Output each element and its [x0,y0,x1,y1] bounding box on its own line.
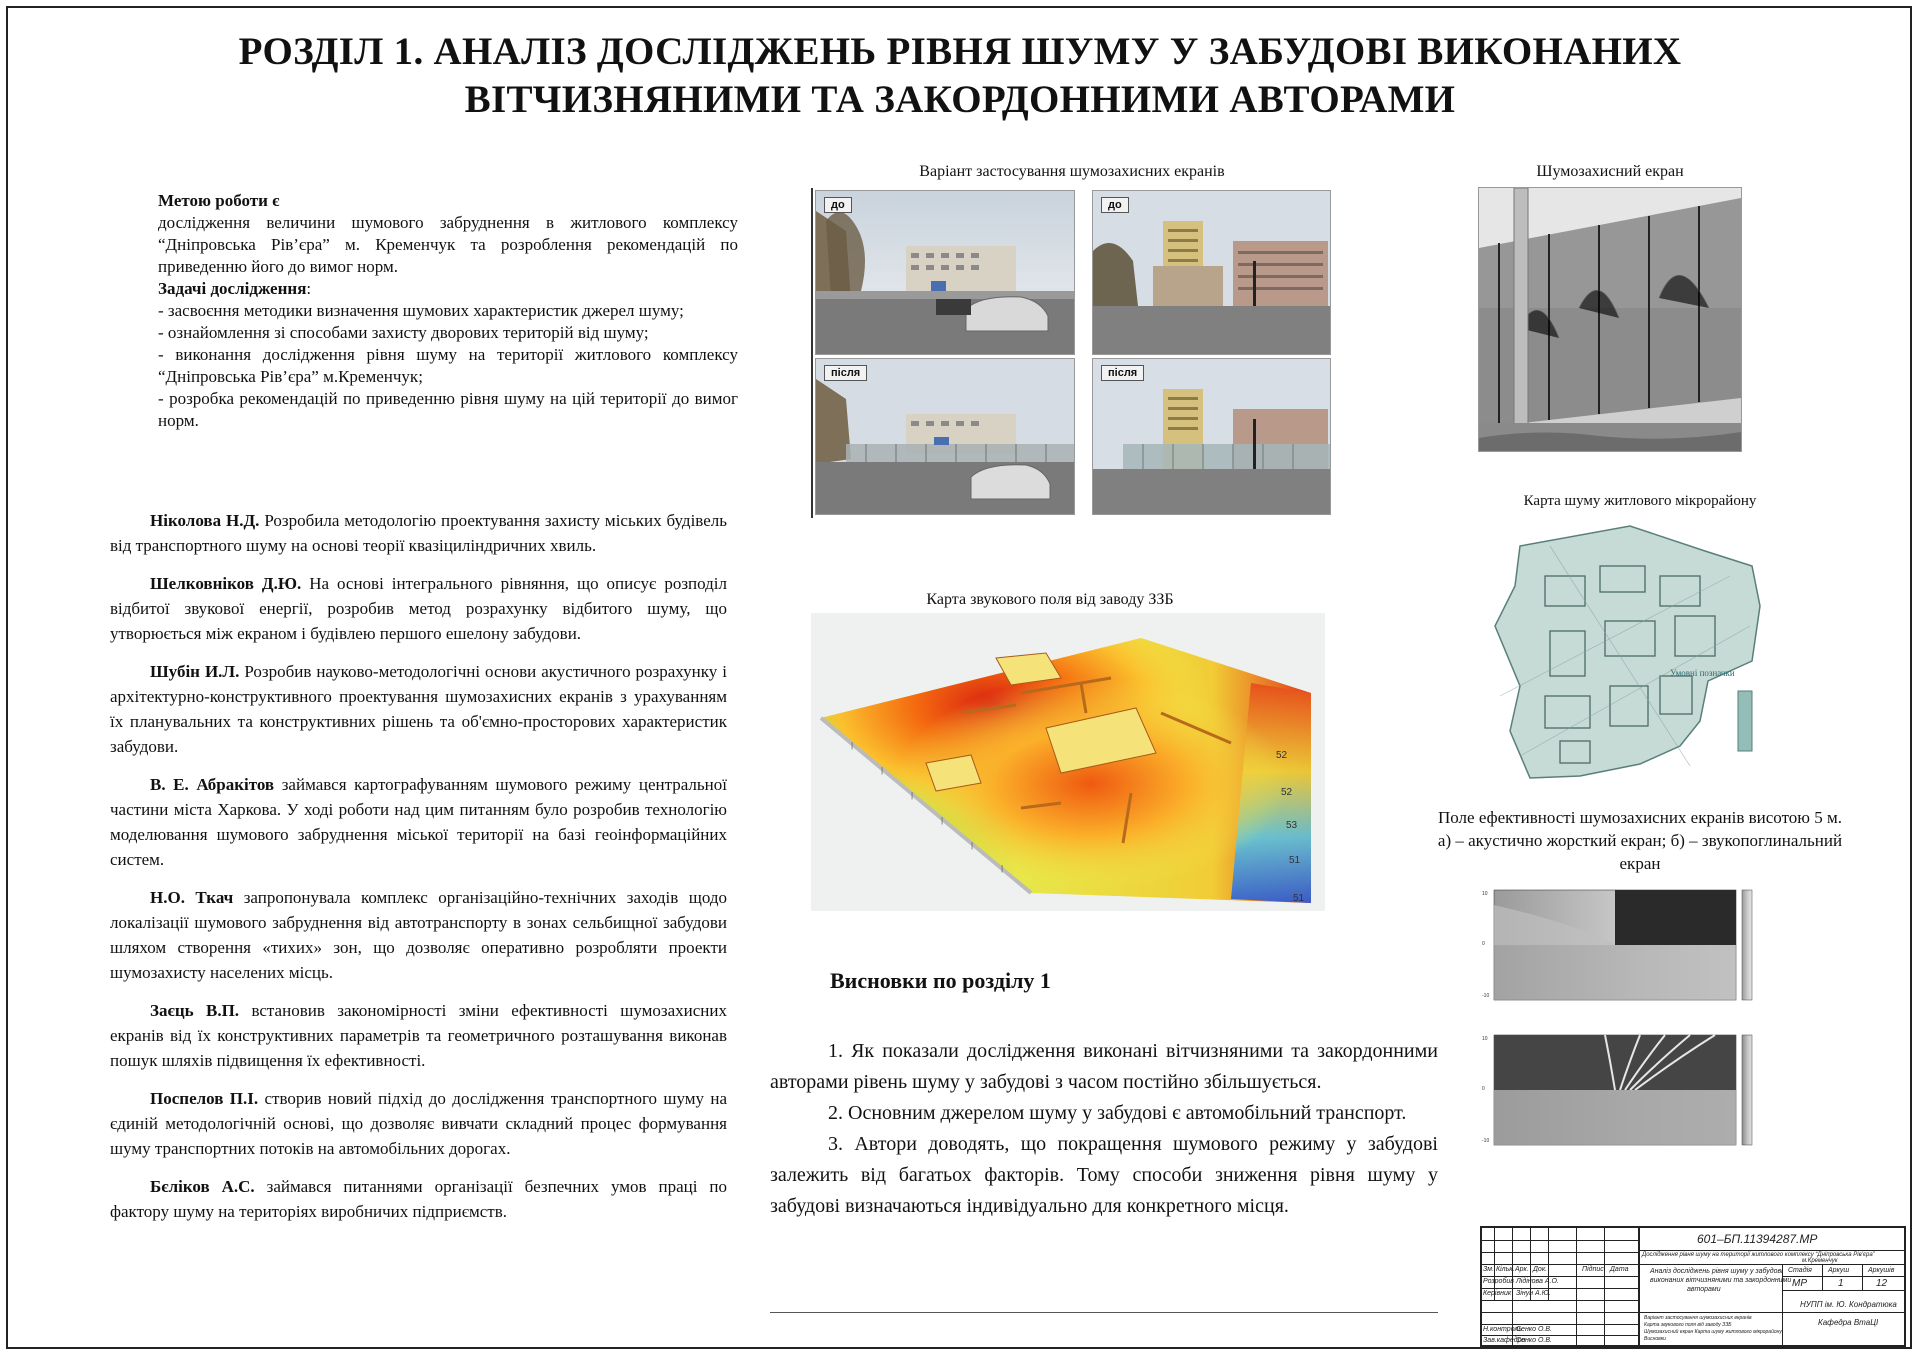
author-name: Ніколова Н.Д. [150,511,260,530]
conclusions-title: Висновки по розділу 1 [830,968,1051,993]
field-tick: 53 [1286,820,1298,831]
stamp-line [1482,1252,1638,1253]
stamp-col-head: Кільк. [1496,1266,1515,1273]
tag-after: після [824,365,867,381]
stamp-sheets-label: Аркушів [1868,1267,1895,1274]
stamp-stage-label: Стадія [1788,1267,1812,1274]
efficiency-plot-b [1480,1030,1770,1160]
svg-text:|: | [1001,864,1004,873]
task-item: - засвоєння методики визначення шумових характеристик джерел шуму; [158,301,684,320]
efficiency-caption [1380,806,1900,875]
svg-text:|: | [881,766,884,775]
stamp-section-1: Аналіз досліджень рівня шуму у забудові [1650,1268,1783,1275]
author-text: Розробив науково-методологічні основи акустичного розрахунку і архітектурно-конструктивного проектування шумозахисних екранів з урахуванням їх планувальних та конструктивних рішень та об'ємно-просторових характеристик забудови. [110,662,727,756]
efficiency-plot-a [1480,885,1770,1015]
stamp-line [1482,1288,1638,1289]
stamp-line [1482,1264,1906,1265]
conclusion-item: 2. Основним джерелом шуму у забудові є автомобільний транспорт. [828,1102,1407,1124]
stamp-note: Карта звукового поля від заводу ЗЗБ [1644,1322,1732,1328]
stamp-line [1482,1300,1638,1301]
map-legend: Умовні позначки [1670,668,1735,678]
conclusions-text [770,1036,1438,1222]
stamp-topic-2: м.Кременчук [1802,1258,1838,1264]
photo-before-street [815,190,1075,355]
author-paragraph [110,571,727,646]
author-paragraph [110,998,727,1073]
task-item: - виконання дослідження рівня шуму на території житлового комплексу “Дніпровська Рів’єра” м.Кременчук; [158,345,738,386]
title-block-stamp [1480,1226,1906,1347]
stamp-note: Висновки [1644,1336,1666,1342]
author-paragraph [110,1174,727,1224]
stamp-line [1638,1228,1640,1345]
author-text: створив новий підхід до дослідження транспортного шуму на єдиній методологічній основі, що дозволяє вивчати складний процес формування шуму транспортних потоків на автомобільних дорогах. [110,1089,728,1158]
stamp-person: Сенко О.В. [1516,1326,1552,1333]
stamp-note: Варіант застосування шумозахисних екранів [1644,1315,1752,1321]
photo-after-building [1092,358,1331,515]
field-tick: 52 [1276,750,1288,761]
tasks-colon: : [306,279,312,298]
svg-text:10: 10 [1482,1036,1488,1042]
stamp-section-3: авторами [1687,1286,1721,1293]
svg-text:0: 0 [1482,1086,1485,1092]
conclusions-underline [770,1312,1438,1313]
stamp-sheet-label: Аркуш [1828,1267,1850,1274]
photo-before-building [1092,190,1331,355]
stamp-role: Зав.кафедри [1483,1337,1526,1344]
title-line-2: ВІТЧИЗНЯНИМИ ТА ЗАКОРДОННИМИ АВТОРАМИ [464,78,1456,121]
author-name: Заєць В.П. [150,1001,240,1020]
stamp-col-head: Док. [1533,1266,1548,1273]
stamp-person: Сенко О.В. [1516,1337,1552,1344]
author-text: займався питаннями організації безпечних умов праці по фактору шуму на територіях виробничих підприємств. [110,1177,727,1221]
residential-noise-map [1490,516,1772,784]
svg-text:-10: -10 [1482,1138,1490,1144]
stamp-line [1822,1264,1823,1290]
tag-after-2: після [1101,365,1144,381]
sound-field-map [811,613,1325,911]
field-tick: 52 [1281,787,1293,798]
authors-review [110,508,727,1237]
title-line-1: РОЗДІЛ 1. АНАЛІЗ ДОСЛІДЖЕНЬ РІВНЯ ШУМУ У ЗАБУДОВІ ВИКОНАНИХ [238,30,1682,73]
author-text: Розробила методологію проектування захисту міських будівель від транспортного шуму на основі теорії квазіциліндричних хвиль. [110,511,727,555]
photo-after-street [815,358,1075,515]
stamp-role: Розробив [1483,1278,1514,1285]
photo-divider [811,188,813,518]
stamp-person: Лідінова А.О. [1516,1278,1559,1285]
stamp-sheet: 1 [1838,1278,1844,1289]
author-name: Шубін И.Л. [150,662,240,681]
conclusion-item: 3. Автори доводять, що покращення шумового режиму у забудові залежить від багатьох факторів. Тому способи зниження рівня шуму у забудові визначаються індивідуально для конкретного місця. [770,1133,1438,1217]
svg-text:|: | [941,816,944,825]
author-paragraph [110,659,727,759]
page-title [40,28,1880,124]
author-text: запропонувала комплекс організаційно-технічних заходів щодо локалізації шумового забруднення від автотранспорту в зонах сельбищної забудови шляхом створення «тихих» зон, що дозволяє оперативно розробляти проекти шумозахисту населених місць. [110,888,727,982]
author-text: займався картографуванням шумового режиму центральної частини міста Харкова. У ході роботи над цим питанням було розробив технологію моделювання шумового забруднення міської території на базі геоінформаційних систем. [110,775,727,869]
field-tick: 51 [1293,893,1305,904]
svg-text:|: | [851,741,854,750]
stamp-person: Зінун А.Ю. [1516,1290,1551,1297]
author-paragraph [110,772,727,872]
stamp-role: Н.контроль [1483,1326,1523,1333]
author-text: На основі інтегрального рівняння, що описує розподіл відбитої звукової енергії, розробив метод розрахунку відбитого шуму, що утворюється між екраном і будівлею першого ешелону забудови. [110,574,728,643]
tag-before-2: до [1101,197,1129,213]
author-name: Н.О. Ткач [150,888,234,907]
stamp-line [1482,1324,1638,1325]
stamp-line [1638,1250,1906,1251]
tasks-label: Задачі дослідження [158,279,307,298]
stamp-col-head: Зм. [1483,1266,1495,1273]
stamp-sheets: 12 [1876,1278,1888,1289]
stamp-stage: МР [1792,1278,1807,1289]
stamp-org-1: НУПП ім. Ю. Кондратюка [1800,1300,1897,1309]
stamp-line [1482,1240,1638,1241]
svg-text:|: | [971,841,974,850]
author-paragraph [110,885,727,985]
stamp-note: Шумозахисний екран Карта шуму житлового мікрорайону [1644,1329,1782,1335]
photo-noise-screen [1478,187,1742,452]
author-name: Шелковніков Д.Ю. [150,574,302,593]
stamp-role: Керівник [1483,1290,1512,1297]
stamp-code: 601–БП.11394287.МР [1697,1232,1818,1246]
stamp-line [1482,1276,1638,1277]
stamp-line [1862,1264,1863,1290]
intro-section [158,190,738,432]
svg-text:0: 0 [1482,941,1485,947]
goal-label: Метою роботи є [158,191,280,210]
stamp-org-2: Кафедра ВтаЦІ [1818,1318,1879,1327]
stamp-line [1782,1276,1906,1277]
stamp-section-2: виконаних вітчизняними та закордонними [1650,1277,1792,1284]
stamp-line [1604,1228,1605,1345]
field-caption: Карта звукового поля від заводу ЗЗБ [926,591,1174,608]
author-name: В. Е. Абракітов [150,775,275,794]
goal-text: дослідження величини шумового забруднення в житлового комплексу “Дніпровська Рів’єра” м. Кременчук та розроблення рекомендацій по приведенню його до вимог норм. [158,213,738,276]
eff-caption-2: а) – акустично жорсткий екран; б) – звукопоглинальний [1437,831,1843,850]
eff-caption-3: екран [1619,854,1661,873]
stamp-topic-1: Дослідження рівня шуму на території житлового комплексу “Дніпровська Рів’єра” [1642,1252,1875,1258]
stamp-line [1482,1312,1906,1313]
svg-text:10: 10 [1482,891,1488,897]
tag-before: до [824,197,852,213]
svg-text:-10: -10 [1482,993,1490,999]
stamp-col-head: Арк. [1515,1266,1529,1273]
screen-caption: Шумозахисний екран [1536,163,1684,180]
conclusion-item: 1. Як показали дослідження виконані вітчизняними та закордонними авторами рівень шуму у забудові з часом постійно збільшується. [770,1040,1438,1093]
map-caption: Карта шуму житлового мікрорайону [1523,493,1757,509]
author-paragraph [110,1086,727,1161]
author-text: встановив закономірності зміни ефективності шумозахисних екранів від їх конструктивних параметрів та геометричного розташування виконав пошук шляхів підвищення їх ефективності. [110,1001,728,1070]
stamp-col-head: Підпис [1582,1266,1604,1273]
stamp-col-head: Дата [1610,1266,1629,1273]
stamp-line [1482,1335,1638,1336]
task-item: - ознайомлення зі способами захисту дворових територій від шуму; [158,323,649,342]
author-name: Бєліков А.С. [150,1177,255,1196]
eff-caption-1: Поле ефективності шумозахисних екранів висотою 5 м. [1438,808,1842,827]
author-name: Поспелов П.І. [150,1089,259,1108]
author-paragraph [110,508,727,558]
screens-caption: Варіант застосування шумозахисних екранів [919,163,1225,180]
task-item: - розробка рекомендацій по приведенню рівня шуму на цій території до вимог норм. [158,389,738,430]
field-tick: 51 [1289,855,1301,866]
stamp-line [1576,1228,1577,1345]
stamp-line [1782,1290,1906,1291]
svg-text:|: | [911,791,914,800]
